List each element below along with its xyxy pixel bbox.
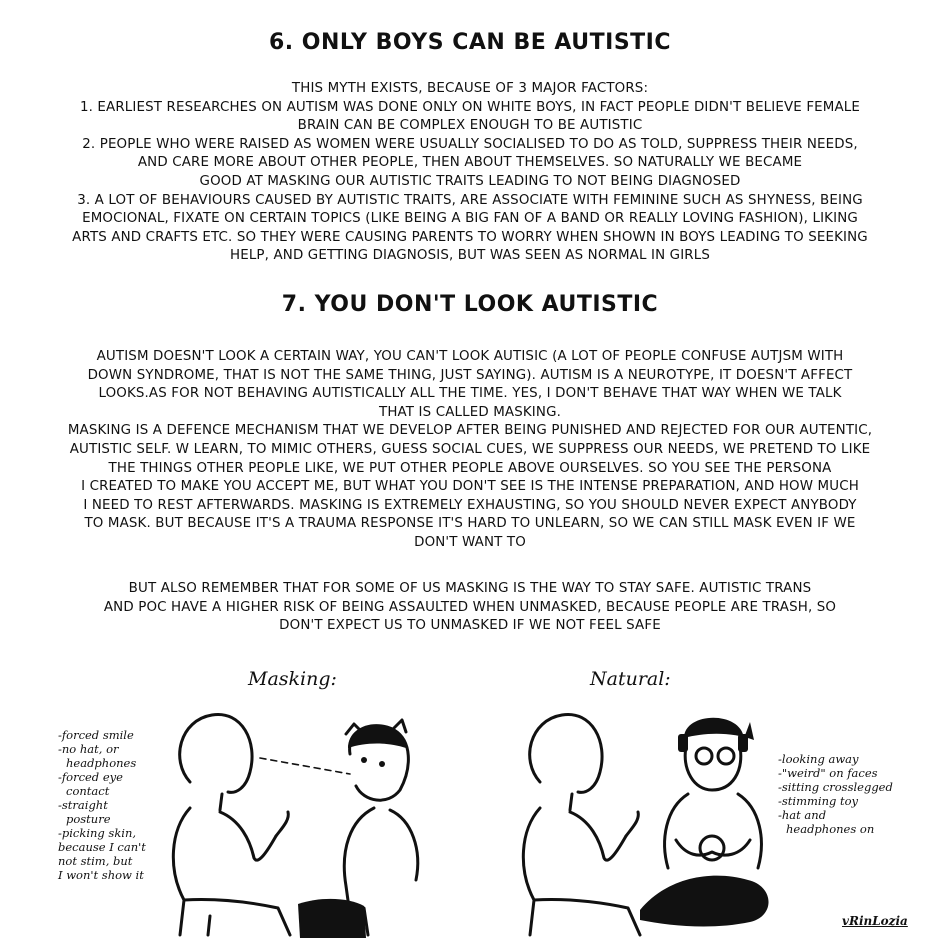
person-arms [676, 840, 750, 855]
masking-note: -picking skin, [58, 826, 137, 840]
masking-note: -forced eye [58, 770, 123, 784]
person-body [344, 808, 374, 915]
section-6-line: EMOCIONAL, FIXATE ON CERTAIN TOPICS (LIKE BEING A BIG FAN OF A BAND OR REALLY LOVING FASHION), LIKING [82, 211, 858, 227]
figure-arm [220, 812, 276, 860]
section-6-line: 3. A LOT OF BEHAVIOURS CAUSED BY AUTISTIC TRAITS, ARE ASSOCIATE WITH FEMININE SUCH AS SHYNESS, BEING [77, 192, 863, 208]
section-7-closing-line: DON'T EXPECT US TO UNMASKED IF WE NOT FEEL SAFE [279, 618, 661, 634]
section-6-title: 6. ONLY BOYS CAN BE AUTISTIC [268, 30, 672, 55]
figure-body [523, 808, 540, 935]
masking-label: Masking: [248, 668, 337, 690]
section-6-line: THIS MYTH EXISTS, BECAUSE OF 3 MAJOR FACTORS: [291, 81, 649, 96]
figure-head [530, 714, 602, 792]
headphone [678, 734, 688, 752]
section-7-body [14, 348, 926, 553]
masking-note: because I can't [58, 840, 146, 854]
section-7-line: LOOKS.AS FOR NOT BEHAVING AUTISTICALLY ALL THE TIME. YES, I DON'T BEHAVE THAT WAY WHEN WE TALK [98, 386, 842, 402]
section-7-closing-line: AND POC HAVE A HIGHER RISK OF BEING ASSAULTED WHEN UNMASKED, BECAUSE PEOPLE ARE TRASH, SO [103, 599, 837, 615]
section-7-line: AUTISTIC SELF. W LEARN, TO MIMIC OTHERS, GUESS SOCIAL CUES, WE SUPPRESS OUR NEEDS, WE PRETEND TO LIKE [69, 441, 871, 457]
section-7-line: I CREATED TO MAKE YOU ACCEPT ME, BUT WHAT YOU DON'T SEE IS THE INTENSE PREPARATION, AND HOW MUCH [81, 479, 859, 495]
section-7-closing-line: BUT ALSO REMEMBER THAT FOR SOME OF US MASKING IS THE WAY TO STAY SAFE. AUTISTIC TRANS [128, 581, 812, 596]
masking-note: posture [66, 812, 111, 826]
person-glasses [696, 748, 712, 764]
person-body [738, 794, 761, 868]
section-7-line: THAT IS CALLED MASKING. [378, 404, 561, 420]
figure-neck [570, 794, 572, 810]
natural-note: headphones on [786, 822, 875, 836]
masking-note: -no hat, or [58, 742, 119, 756]
masking-note: contact [66, 784, 110, 798]
person-glasses [718, 748, 734, 764]
figure-arm [570, 812, 626, 860]
masking-notes [58, 728, 146, 882]
person-arm [390, 810, 418, 880]
section-7-line: THE THINGS OTHER PEOPLE LIKE, WE PUT OTHER PEOPLE ABOVE OURSELVES. SO YOU SEE THE PERSONA [108, 460, 832, 476]
section-7-line: AUTISM DOESN'T LOOK A CERTAIN WAY, YOU CAN'T LOOK AUTISIC (A LOT OF PEOPLE CONFUSE AUTJSM WITH [96, 349, 844, 364]
section-6-body [14, 80, 926, 266]
masking-note: -forced smile [58, 728, 134, 742]
natural-note: -looking away [778, 752, 859, 766]
section-7-closing [14, 580, 926, 636]
natural-note: -hat and [778, 808, 827, 822]
natural-note: -stimming toy [778, 794, 859, 808]
person-body [665, 794, 688, 868]
section-6-line: 1. EARLIEST RESEARCHES ON AUTISM WAS DONE ONLY ON WHITE BOYS, IN FACT PEOPLE DIDN'T BELIEVE FEMALE [79, 99, 861, 115]
figure-hand [626, 812, 638, 836]
figure-leg [184, 899, 290, 935]
section-7-line: MASKING IS A DEFENCE MECHANISM THAT WE DEVELOP AFTER BEING PUNISHED AND REJECTED FOR OUR AUTENTIC, [67, 423, 873, 439]
gaze-line [260, 758, 350, 774]
masking-drawing [150, 690, 470, 940]
natural-label: Natural: [590, 668, 671, 690]
section-6-line: ARTS AND CRAFTS ETC. SO THEY WERE CAUSING PARENTS TO WORRY WHEN SHOWN IN BOYS LEADING TO SEEKING [72, 229, 868, 245]
masking-note: headphones [66, 756, 137, 770]
natural-note: -"weird" on faces [778, 766, 878, 780]
section-6-line: AND CARE MORE ABOUT OTHER PEOPLE, THEN ABOUT THEMSELVES. SO NATURALLY WE BECAME [137, 155, 803, 171]
masking-note: -straight [58, 798, 108, 812]
person-eye [379, 761, 385, 767]
masking-note: I won't show it [58, 868, 144, 882]
figure-hand [276, 812, 288, 836]
artist-signature: vRinLozia [842, 914, 908, 928]
section-7-line: DON'T WANT TO [414, 534, 526, 550]
section-6-line: BRAIN CAN BE COMPLEX ENOUGH TO BE AUTISTIC [297, 118, 643, 134]
section-6-line: HELP, AND GETTING DIAGNOSIS, BUT WAS SEEN AS NORMAL IN GIRLS [229, 248, 711, 264]
masking-note: not stim, but [58, 854, 133, 868]
natural-notes [778, 752, 893, 836]
section-7-line: TO MASK. BUT BECAUSE IT'S A TRAUMA RESPONSE IT'S HARD TO UNLEARN, SO WE CAN STILL MASK EVEN IF WE [84, 516, 856, 532]
section-7-line: I NEED TO REST AFTERWARDS. MASKING IS EXTREMELY EXHAUSTING, SO YOU SHOULD NEVER EXPECT ANYBODY [83, 497, 857, 513]
person-legs [640, 876, 769, 927]
section-6-line: GOOD AT MASKING OUR AUTISTIC TRAITS LEADING TO NOT BEING DIAGNOSED [199, 173, 741, 189]
figure-leg [534, 899, 640, 935]
section-7-line: DOWN SYNDROME, THAT IS NOT THE SAME THING, JUST SAYING). AUTISM IS A NEUROTYPE, IT DOESN'T AFFECT [87, 367, 853, 383]
figure-leg [208, 916, 210, 935]
section-7-title: 7. YOU DON'T LOOK AUTISTIC [281, 292, 659, 317]
figure-body [173, 808, 190, 935]
natural-note: -sitting crosslegged [778, 780, 893, 794]
stimming-toy [700, 836, 724, 860]
section-6-line: 2. PEOPLE WHO WERE RAISED AS WOMEN WERE USUALLY SOCIALISED TO DO AS TOLD, SUPPRESS THEIR NEEDS, [82, 136, 858, 152]
natural-drawing [500, 690, 780, 940]
person-pants [298, 899, 366, 938]
figure-neck [220, 794, 222, 810]
figure-head [180, 714, 252, 792]
headphone [738, 734, 748, 752]
person-eye [361, 757, 367, 763]
